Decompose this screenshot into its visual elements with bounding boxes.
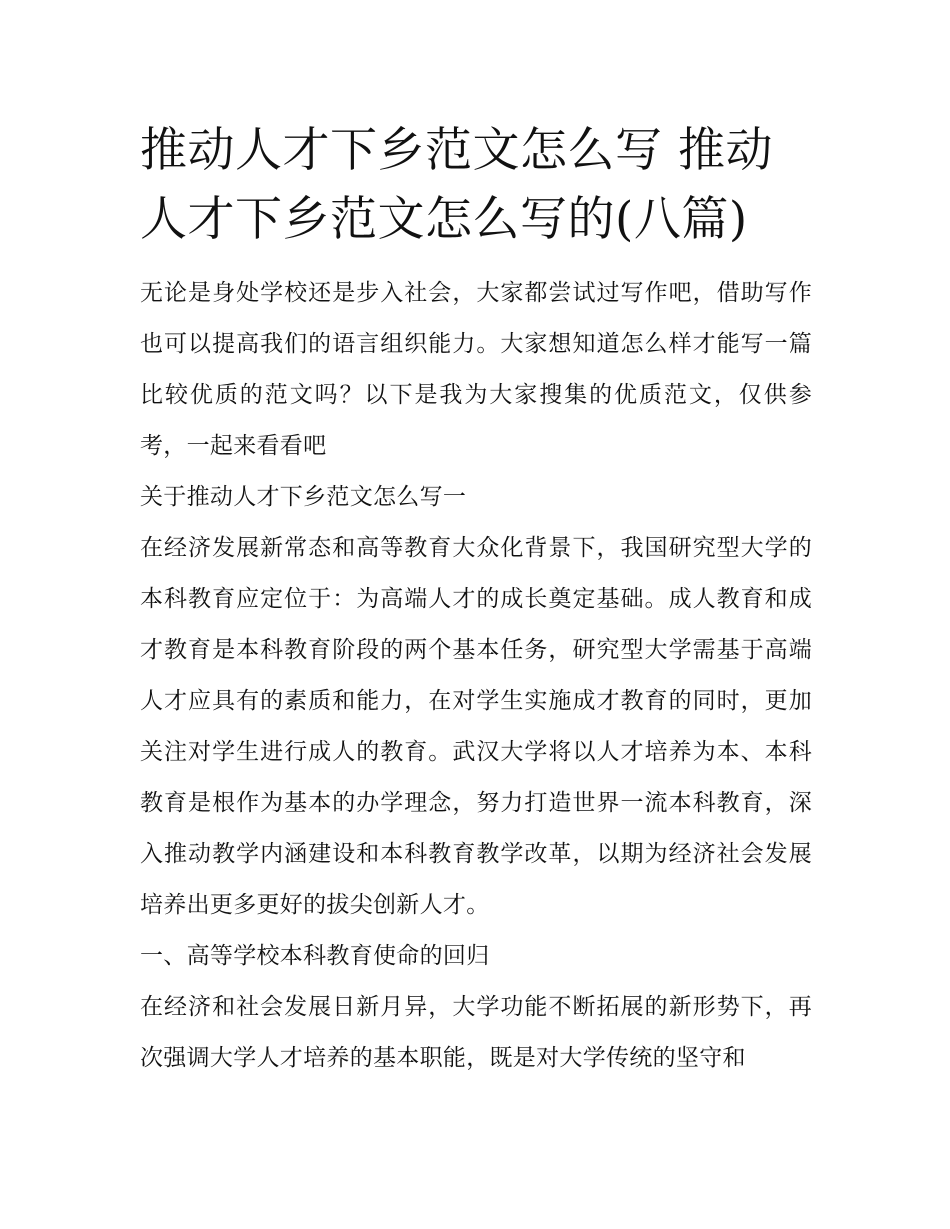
document-body [140, 268, 812, 1084]
document-title: 推动人才下乡范文怎么写 推动人才下乡范文怎么写的(八篇) [140, 123, 773, 247]
body-paragraph: 在经济发展新常态和高等教育大众化背景下，我国研究型大学的本科教育应定位于：为高端人才的成长奠定基础。成人教育和成才教育是本科教育阶段的两个基本任务，研究型大学需基于高端人才应具有的素质和能力，在对学生实施成才教育的同时，更加关注对学生进行成人的教育。武汉大学将以人才培养为本、本科教育是根作为基本的办学理念，努力打造世界一流本科教育，深入推动教学内涵建设和本科教育教学改革，以期为经济社会发展培养出更多更好的拔尖创新人才。 [140, 535, 812, 918]
intro-paragraph: 无论是身处学校还是步入社会，大家都尝试过写作吧，借助写作也可以提高我们的语言组织能力。大家想知道怎么样才能写一篇比较优质的范文吗？以下是我为大家搜集的优质范文，仅供参考，一起来看看吧 [140, 280, 812, 459]
section-heading: 关于推动人才下乡范文怎么写一 [140, 484, 467, 510]
subsection-heading: 一、高等学校本科教育使命的回归 [140, 943, 490, 969]
body-paragraph: 在经济和社会发展日新月异，大学功能不断拓展的新形势下，再次强调大学人才培养的基本职能，既是对大学传统的坚守和 [140, 994, 812, 1071]
document-page [140, 116, 812, 1084]
